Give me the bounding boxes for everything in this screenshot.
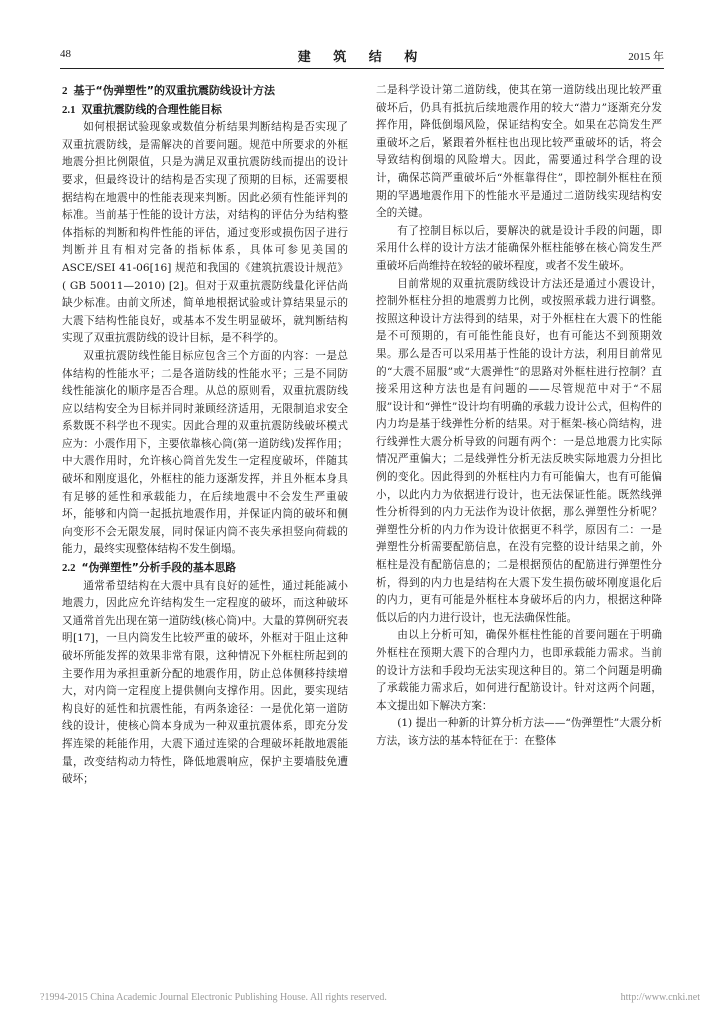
- page-number: 48: [60, 48, 71, 60]
- copyright-notice: ?1994-2015 China Academic Journal Electronic Publishing House. All rights reserved.: [40, 992, 387, 1003]
- section-2-number: 2: [62, 85, 68, 97]
- header-rule: [60, 68, 664, 69]
- paragraph-8: (1) 提出一种新的计算分析方法——“伪弹塑性”大震分析方法，该方法的基本特征在于：在整体: [376, 717, 662, 747]
- right-column: [376, 82, 662, 751]
- section-2-2-heading: [62, 559, 348, 578]
- journal-title: 建 筑 结 构: [297, 50, 427, 65]
- paragraph-4: 二是科学设计第二道防线，使其在第一道防线出现比较严重破坏后，仍具有抵抗后续地震作用的较大“潜力”逐渐充分发挥作用，降低倒塌风险，保证结构安全。如果在芯筒发生严重破坏之后，紧跟着外框柱也出现比较严重破坏的话，将会导致结构倒塌的风险增大。因此，需要通过科学合理的设计，确保芯筒严重破坏后“外框靠得住”，即控制外框柱在预期的罕遇地震作用下的性能水平是通过二道防线实现结构安全的关键。: [376, 84, 662, 220]
- left-column: [62, 82, 348, 789]
- section-2-2-title: “伪弹塑性”分析手段的基本思路: [81, 561, 237, 575]
- publication-year: 2015 年: [628, 51, 664, 63]
- paragraph-1: 如何根据试验现象或数值分析结果判断结构是否实现了双重抗震防线，是需解决的首要问题。规范中所要求的外框地震分担比例限值，只是为满足双重抗震防线而提出的设计要求，但最终设计的结构是否实现了预期的目标，还需要根据结构在地震中的性能表现来判断。因此必须有性能评判的标准。当前基于性能的设计方法，对结构的评估分为结构整体指标的判断和构件性能的评估，通过变形或损伤因子进行判断并且有相对完备的指标体系，具体可参见美国的 ASCE/SEI 41-06[16] 规范和我国的《建筑抗震设计规范》( GB 50011—2010) [2]。但对于双重抗震防线量化评估尚缺少标准。由前文所述，简单地根据试验或计算结果显示的大震下结构性能良好，或基本不发生明显破坏，就判断结构实现了双重抗震防线的设计目标，是不科学的。: [62, 121, 348, 345]
- paragraph-7: 由以上分析可知，确保外框柱性能的首要问题在于明确外框柱在预期大震下的合理内力，也即承载能力需求。当前的设计方法和手段均无法实现这种目的。第二个问题是明确了承载能力需求后，如何进行配筋设计。针对这两个问题，本文提出如下解决方案：: [376, 629, 662, 712]
- section-2-heading: [62, 82, 348, 101]
- paragraph-5: 有了控制目标以后，要解决的就是设计手段的问题，即采用什么样的设计方法才能确保外框柱能够在核心筒发生严重破坏后尚维持在较轻的破坏程度，或者不发生破坏。: [376, 224, 662, 272]
- section-2-2-number: 2.2: [62, 562, 76, 575]
- page-header: [60, 48, 664, 66]
- page-footer: [40, 992, 700, 1003]
- paragraph-6: 目前常规的双重抗震防线设计方法还是通过小震设计，控制外框柱分担的地震剪力比例，或按照承载力进行调整。按照这种设计方法得到的结果，对于外框柱在大震下的性能是不可预期的，有可能性能良好，也有可能达不到预期效果。那么是否可以采用基于性能的设计方法，利用目前常见的“大震不屈服”或“大震弹性”的思路对外框柱进行控制？直接采用这种方法也是有问题的——尽管规范中对于“不屈服”设计和“弹性”设计均有明确的承载力设计公式，但构件的内力均是基于线弹性分析的结果。对于框架-核心筒结构，进行线弹性大震分析导致的问题有两个：一是总地震力比实际情况严重偏大；二是线弹性分析无法反映实际地震力分担比例的变化。因此得到的外框柱内力有可能偏大，也有可能偏小，以此内力为依据进行设计，也无法保证性能。既然线弹性分析得到的内力无法作为设计依据，那么弹塑性分析呢？弹塑性分析的内力作为设计依据更不科学，原因有二：一是弹塑性分析需要配筋信息，在没有完整的设计结果之前，外框柱是没有配筋信息的；二是根据预估的配筋进行弹塑性分析，得到的内力也是结构在大震下发生损伤破坏刚度退化后的内力，更有可能是外框柱本身破坏后的内力，根据这种降低以后的内力进行设计，也无法确保性能。: [376, 277, 662, 624]
- paragraph-2: 双重抗震防线性能目标应包含三个方面的内容：一是总体结构的性能水平；二是各道防线的性能水平；三是不同防线性能演化的顺序是否合理。从总的原则看，双重抗震防线应以结构安全为目标并同时兼顾经济适用，无限制追求安全系数既不科学也不现实。因此合理的双重抗震防线破坏模式应为：小震作用下，主要依靠核心筒(第一道防线)发挥作用；中大震作用时，允许核心筒首先发生一定程度破坏，伴随其破坏和刚度退化，外框柱的能力逐渐发挥，并且外框本身具有足够的延性和承载能力，在后续地震中不会发生严重破坏，能够和内筒一起抵抗地震作用，并保证内筒的破坏和侧向变形不会无限发展，同时保证内筒不丧失承担竖向荷载的能力，最终实现整体结构不发生倒塌。: [62, 349, 348, 556]
- section-2-1-number: 2.1: [62, 103, 76, 116]
- section-2-1-title: 双重抗震防线的合理性能目标: [81, 102, 222, 116]
- paragraph-3: 通常希望结构在大震中具有良好的延性，通过耗能减小地震力，因此应允许结构发生一定程度的破坏，而这种破坏又通常首先出现在第一道防线(核心筒)中。大量的算例研究表明[17]，一旦内筒发生比较严重的破坏，外框对于阻止这种破坏所能发挥的效果非常有限，这种情况下外框柱所起到的主要作用为承担重新分配的地震作用，防止总体侧移持续增大，对内筒一定程度上提供侧向支撑作用。因此，要实现结构良好的延性和抗震性能，有两条途径：一是优化第一道防线的设计，使核心筒本身成为一种双重抗震体系，即充分发挥连梁的耗能作用，大震下通过连梁的合理破坏耗散地震能量，改变结构动力特性，降低地震响应，保护主要墙肢免遭破坏；: [62, 579, 348, 786]
- footer-url: http://www.cnki.net: [620, 992, 700, 1003]
- section-2-title: 基于“伪弹塑性”的双重抗震防线设计方法: [73, 84, 275, 97]
- section-2-1-heading: [62, 101, 348, 120]
